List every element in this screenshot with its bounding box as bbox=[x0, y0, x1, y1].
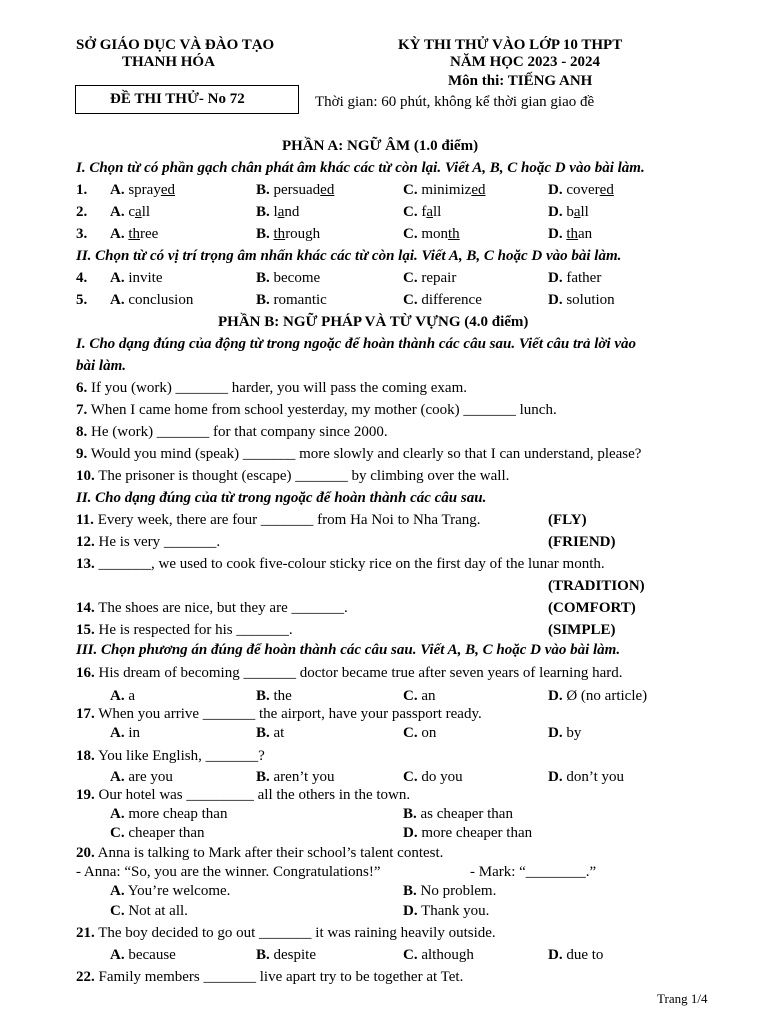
option-c: C. difference bbox=[403, 292, 482, 308]
option-b: B. the bbox=[256, 688, 292, 704]
exam-title: KỲ THI THỬ VÀO LỚP 10 THPT bbox=[398, 37, 623, 53]
question-number: 2. bbox=[76, 204, 88, 220]
option-c: C. fall bbox=[403, 204, 442, 220]
option-b: B. No problem. bbox=[403, 883, 497, 899]
question-6: 6. If you (work) _______ harder, you will pass the coming exam. bbox=[76, 380, 467, 396]
option-d: D. than bbox=[548, 226, 593, 242]
exam-code: ĐỀ THI THỬ- No 72 bbox=[110, 91, 245, 107]
option-b: B. land bbox=[256, 204, 300, 220]
option-d: D. Ø (no article) bbox=[548, 688, 648, 704]
option-b: B. through bbox=[256, 226, 321, 242]
word-form-hint: (FLY) bbox=[548, 512, 587, 528]
question-9: 9. Would you mind (speak) _______ more slowly and clearly so that I can understand, please? bbox=[76, 446, 642, 462]
question-12: 12. He is very _______. bbox=[76, 534, 221, 550]
word-form-hint: (SIMPLE) bbox=[548, 622, 616, 638]
option-a: A. more cheap than bbox=[110, 806, 228, 822]
question-14: 14. The shoes are nice, but they are _______. bbox=[76, 600, 348, 616]
option-d: D. Thank you. bbox=[403, 903, 490, 919]
option-c: C. repair bbox=[403, 270, 457, 286]
option-b: B. despite bbox=[256, 947, 317, 963]
option-a: A. three bbox=[110, 226, 159, 242]
part-a-section-2: II. Chọn từ có vị trí trọng âm nhấn khác các từ còn lại. Viết A, B, C hoặc D vào bài làm. bbox=[76, 248, 622, 264]
option-c: C. minimized bbox=[403, 182, 486, 198]
option-c: C. on bbox=[403, 725, 437, 741]
option-a: A. You’re welcome. bbox=[110, 883, 231, 899]
dialogue-anna: - Anna: “So, you are the winner. Congratulations!” bbox=[76, 864, 381, 880]
question-8: 8. He (work) _______ for that company since 2000. bbox=[76, 424, 388, 440]
department-name: SỞ GIÁO DỤC VÀ ĐÀO TẠO bbox=[76, 37, 275, 53]
part-b-title: PHẦN B: NGỮ PHÁP VÀ TỪ VỰNG (4.0 điểm) bbox=[218, 314, 529, 330]
option-b: B. at bbox=[256, 725, 285, 741]
option-b: B. become bbox=[256, 270, 321, 286]
part-a-title: PHẦN A: NGỮ ÂM (1.0 điểm) bbox=[282, 138, 479, 154]
question-10: 10. The prisoner is thought (escape) _______ by climbing over the wall. bbox=[76, 468, 510, 484]
question-19: 19. Our hotel was _________ all the others in the town. bbox=[76, 787, 411, 803]
option-c: C. month bbox=[403, 226, 460, 242]
option-d: D. don’t you bbox=[548, 769, 624, 785]
word-form-hint: (FRIEND) bbox=[548, 534, 616, 550]
option-c: C. an bbox=[403, 688, 436, 704]
part-b-section-1: I. Cho dạng đúng của động từ trong ngoặc để hoàn thành các câu sau. Viết câu trả lời vào bbox=[76, 336, 637, 352]
option-a: A. in bbox=[110, 725, 141, 741]
option-b: B. aren’t you bbox=[256, 769, 335, 785]
option-b: B. persuaded bbox=[256, 182, 335, 198]
part-b-section-1-cont: bài làm. bbox=[76, 358, 127, 374]
school-year: NĂM HỌC 2023 - 2024 bbox=[450, 54, 600, 70]
option-a: A. because bbox=[110, 947, 176, 963]
province-name: THANH HÓA bbox=[122, 54, 215, 70]
option-a: A. call bbox=[110, 204, 151, 220]
option-d: D. ball bbox=[548, 204, 589, 220]
option-b: B. as cheaper than bbox=[403, 806, 513, 822]
word-form-hint: (TRADITION) bbox=[548, 578, 645, 594]
question-15: 15. He is respected for his _______. bbox=[76, 622, 293, 638]
page-number: Trang 1/4 bbox=[657, 991, 708, 1006]
time-note: Thời gian: 60 phút, không kể thời gian giao đề bbox=[315, 94, 595, 110]
option-a: A. invite bbox=[110, 270, 163, 286]
part-b-section-2: II. Cho dạng đúng của từ trong ngoặc để hoàn thành các câu sau. bbox=[76, 490, 487, 506]
question-22: 22. Family members _______ live apart try to be together at Tet. bbox=[76, 969, 464, 985]
word-form-hint: (COMFORT) bbox=[548, 600, 636, 616]
subject: Môn thi: TIẾNG ANH bbox=[448, 73, 593, 89]
option-c: C. although bbox=[403, 947, 474, 963]
option-d: D. father bbox=[548, 270, 602, 286]
question-16: 16. His dream of becoming _______ doctor became true after seven years of learning hard. bbox=[76, 665, 623, 681]
option-a: A. conclusion bbox=[110, 292, 194, 308]
option-b: B. romantic bbox=[256, 292, 327, 308]
question-number: 3. bbox=[76, 226, 88, 242]
question-11: 11. Every week, there are four _______ from Ha Noi to Nha Trang. bbox=[76, 512, 481, 528]
question-number: 5. bbox=[76, 292, 88, 308]
option-d: D. by bbox=[548, 725, 582, 741]
option-d: D. due to bbox=[548, 947, 604, 963]
option-a: A. a bbox=[110, 688, 136, 704]
question-18: 18. You like English, _______? bbox=[76, 748, 265, 764]
question-20: 20. Anna is talking to Mark after their school’s talent contest. bbox=[76, 845, 444, 861]
part-b-section-3: III. Chọn phương án đúng để hoàn thành các câu sau. Viết A, B, C hoặc D vào bài làm. bbox=[76, 642, 621, 658]
part-a-section-1: I. Chọn từ có phần gạch chân phát âm khác các từ còn lại. Viết A, B, C hoặc D vào bài làm. bbox=[76, 160, 645, 176]
question-21: 21. The boy decided to go out _______ it was raining heavily outside. bbox=[76, 925, 496, 941]
option-d: D. more cheaper than bbox=[403, 825, 533, 841]
question-number: 4. bbox=[76, 270, 88, 286]
question-number: 1. bbox=[76, 182, 88, 198]
option-a: A. sprayed bbox=[110, 182, 176, 198]
option-d: D. covered bbox=[548, 182, 614, 198]
option-a: A. are you bbox=[110, 769, 173, 785]
option-d: D. solution bbox=[548, 292, 615, 308]
question-7: 7. When I came home from school yesterday, my mother (cook) _______ lunch. bbox=[76, 402, 557, 418]
question-13: 13. _______, we used to cook five-colour sticky rice on the first day of the lunar month. bbox=[76, 556, 605, 572]
option-c: C. cheaper than bbox=[110, 825, 205, 841]
option-c: C. do you bbox=[403, 769, 463, 785]
dialogue-mark: - Mark: “________.” bbox=[470, 864, 597, 880]
option-c: C. Not at all. bbox=[110, 903, 188, 919]
question-17: 17. When you arrive _______ the airport, have your passport ready. bbox=[76, 706, 482, 722]
